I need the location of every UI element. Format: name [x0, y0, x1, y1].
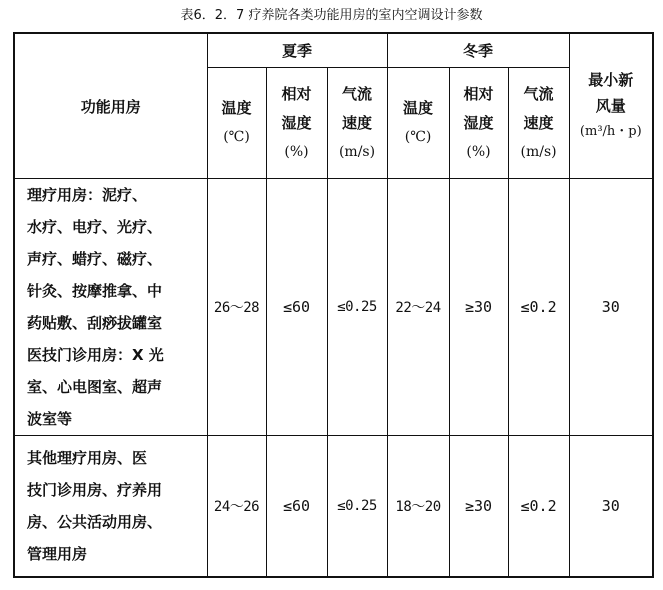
function-line: 针灸、按摩推拿、中	[27, 282, 163, 300]
winter-temp-cell: 22～24	[387, 179, 449, 436]
airflow-label-2: 速度	[342, 113, 373, 132]
table-row	[14, 179, 653, 436]
header-room-function: 功能用房	[14, 33, 207, 179]
summer-temp-cell: 24～26	[207, 436, 266, 578]
winter-temp-cell: 18～20	[387, 436, 449, 578]
min-fresh-air-line2: 风量	[595, 97, 626, 115]
summer-airflow-cell: ≤0.25	[327, 179, 387, 436]
function-line: 房、公共活动用房、	[27, 513, 163, 531]
summer-temp-cell: 26～28	[207, 179, 266, 436]
fresh-air-cell: 30	[569, 436, 653, 578]
airflow-label-2: 速度	[523, 113, 554, 132]
summer-humidity-cell: ≤60	[266, 436, 327, 578]
winter-airflow-cell: ≤0.2	[508, 179, 569, 436]
airflow-label-1: 气流	[342, 84, 373, 103]
function-line: 技门诊用房、疗养用	[27, 481, 163, 499]
summer-temperature-header	[207, 68, 266, 179]
header-winter: 冬季	[387, 33, 569, 68]
airflow-label-1: 气流	[523, 84, 554, 103]
humidity-label-2: 湿度	[281, 113, 312, 132]
hvac-parameters-table	[13, 32, 654, 578]
fresh-air-cell: 30	[569, 179, 653, 436]
humidity-label-1: 相对	[281, 84, 312, 103]
function-line: 波室等	[27, 410, 73, 428]
function-line: 其他理疗用房、医	[27, 449, 148, 467]
room-function-cell	[14, 179, 207, 436]
room-function-cell	[14, 436, 207, 578]
summer-humidity-cell: ≤60	[266, 179, 327, 436]
function-line: 声疗、蜡疗、磁疗、	[27, 250, 163, 268]
header-summer: 夏季	[207, 33, 387, 68]
function-line: 医技门诊用房：X 光	[27, 346, 164, 364]
temperature-label: 温度	[403, 99, 434, 117]
winter-humidity-cell: ≥30	[449, 179, 508, 436]
function-line: 管理用房	[27, 545, 88, 563]
min-fresh-air-line1: 最小新	[588, 71, 634, 89]
airflow-unit: (m/s)	[338, 143, 376, 160]
table-caption: 表6．2．7 疗养院各类功能用房的室内空调设计参数	[180, 8, 483, 23]
function-line: 水疗、电疗、光疗、	[27, 218, 163, 236]
winter-airflow-header	[508, 68, 569, 179]
function-line: 理疗用房：泥疗、	[27, 186, 148, 204]
humidity-unit: (%)	[466, 143, 491, 160]
summer-humidity-header	[266, 68, 327, 179]
humidity-unit: (%)	[284, 143, 309, 160]
humidity-label-2: 湿度	[463, 113, 494, 132]
temperature-label: 温度	[221, 99, 252, 117]
humidity-label-1: 相对	[463, 84, 494, 103]
winter-humidity-header	[449, 68, 508, 179]
summer-airflow-cell: ≤0.25	[327, 436, 387, 578]
winter-humidity-cell: ≥30	[449, 436, 508, 578]
function-line: 室、心电图室、超声	[27, 378, 163, 396]
function-line: 药贴敷、刮痧拔罐室	[27, 314, 163, 332]
temperature-unit: (℃)	[404, 129, 432, 145]
min-fresh-air-unit: (m³/h・p)	[579, 124, 642, 139]
temperature-unit: (℃)	[223, 129, 250, 145]
table-row	[14, 436, 653, 578]
airflow-unit: (m/s)	[520, 143, 557, 160]
winter-airflow-cell: ≤0.2	[508, 436, 569, 578]
summer-airflow-header	[327, 68, 387, 179]
header-min-fresh-air	[569, 33, 653, 179]
winter-temperature-header	[387, 68, 449, 179]
